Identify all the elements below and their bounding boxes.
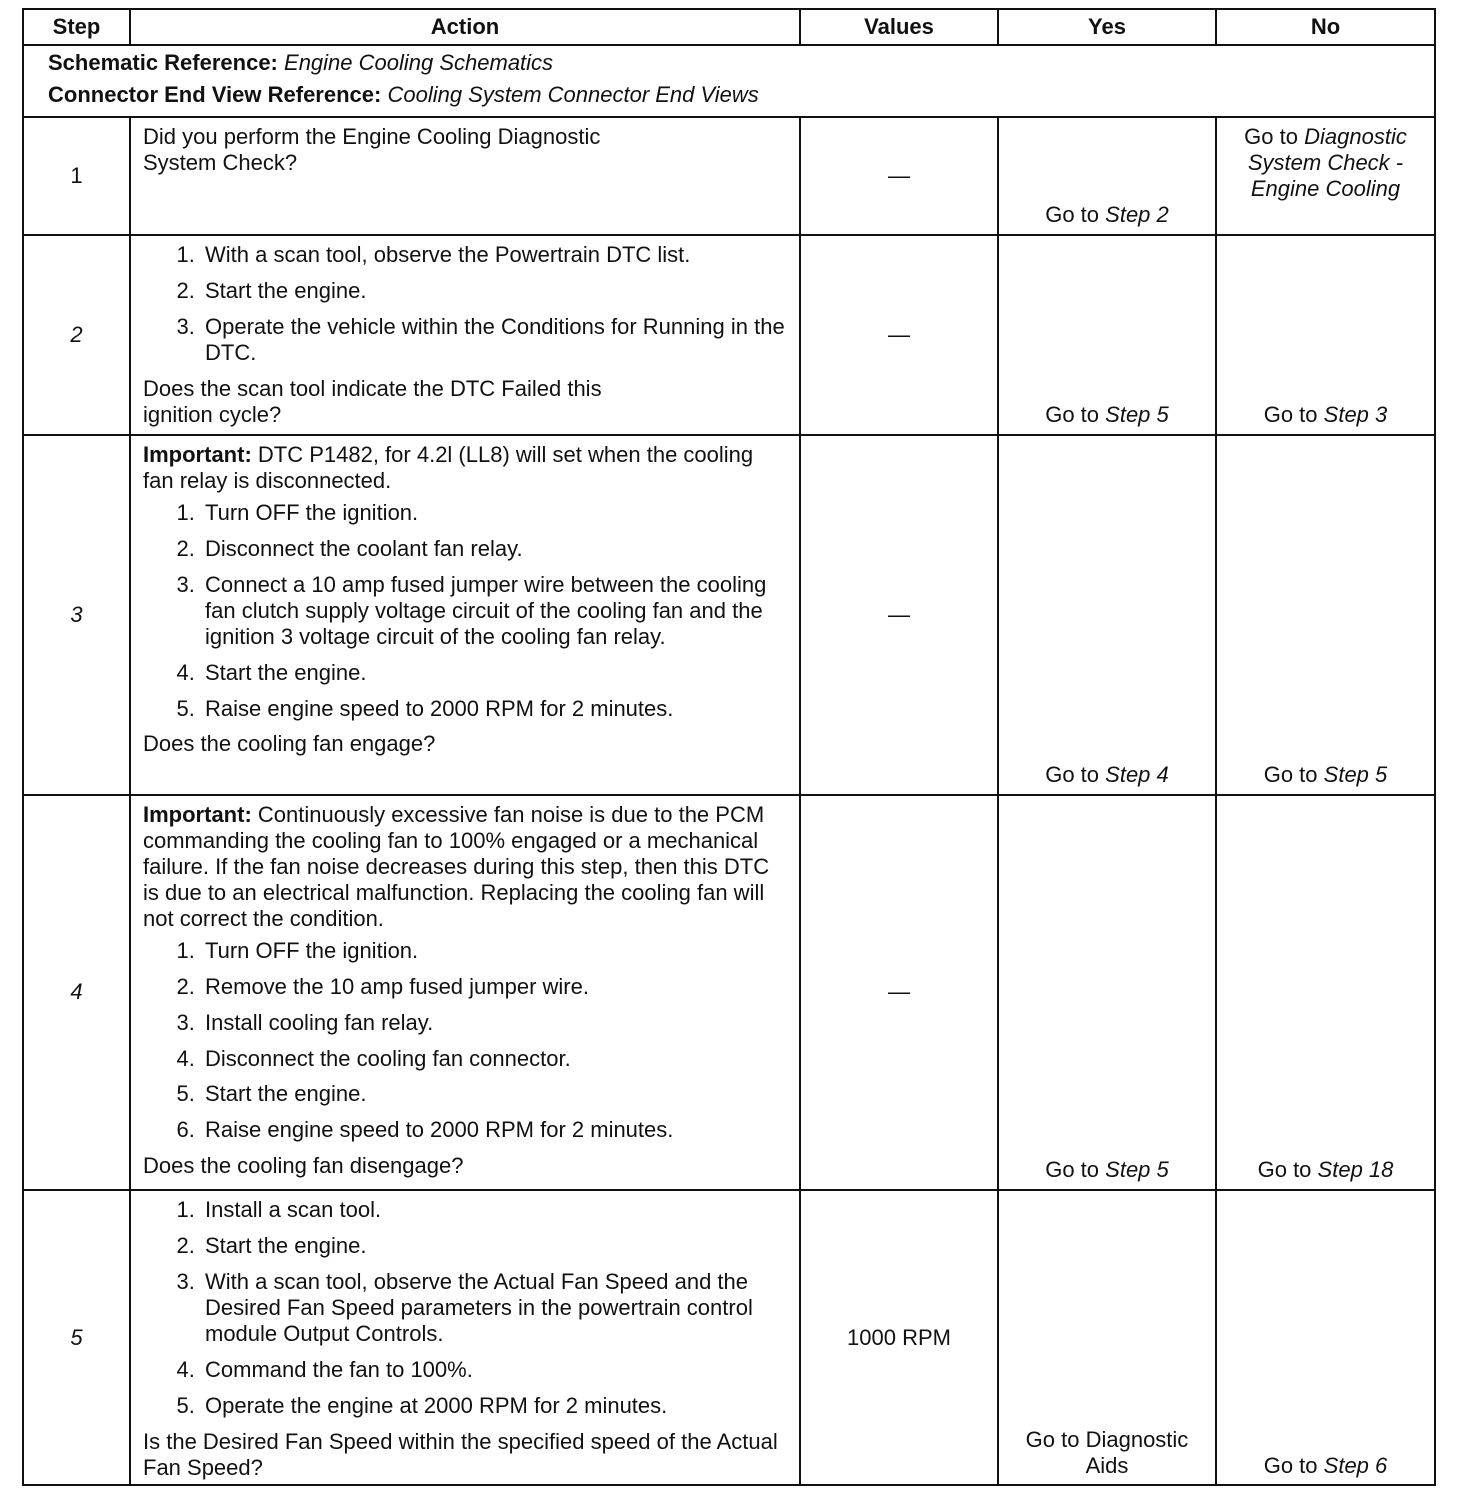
important-text: DTC P1482, for 4.2l (LL8) will set when the cooling fan relay is disconnected. [143,441,754,493]
go-to-text: Go to [1263,401,1318,427]
header-action: Action [130,9,800,45]
go-to-text: Go to [1263,1452,1318,1478]
list-item: 2. Disconnect the coolant fan relay. [201,536,789,562]
schematic-reference-link[interactable]: Engine Cooling Schematics [284,50,554,75]
step-value: — [800,795,998,1190]
header-no: No [1216,9,1435,45]
step-number: 2 [70,321,83,347]
no-action[interactable] [1216,117,1435,235]
list-item: 5. Operate the engine at 2000 RPM for 2 minutes. [201,1393,789,1419]
no-target[interactable]: Step 3 [1323,401,1388,427]
list-item: 5. Raise engine speed to 2000 RPM for 2 minutes. [201,696,789,722]
table-row [23,1190,1435,1486]
important-label: Important: [143,441,252,467]
header-step: Step [23,9,130,45]
yes-action[interactable] [998,1190,1216,1486]
no-target[interactable]: Diagnostic System Check - Engine Cooling [1247,123,1407,201]
list-item: 2. Remove the 10 amp fused jumper wire. [201,974,789,1000]
diagnostic-table [22,8,1436,1486]
step-number: 4 [70,979,83,1005]
important-text: Continuously excessive fan noise is due to the PCM commanding the cooling fan to 100% engaged or a mechanical failure. If the fan noise decreases during this step, then this DTC is due to an electrical malfunction. Replacing the cooling fan will not correct the condition. [143,801,770,931]
connector-reference-label: Connector End View Reference: [48,81,382,107]
no-action[interactable] [1216,235,1435,435]
go-to-text: Go to [1244,123,1298,149]
no-action[interactable] [1216,1190,1435,1486]
yes-action[interactable] [998,235,1216,435]
schematic-reference-label: Schematic Reference: [48,50,278,75]
list-item: 1. With a scan tool, observe the Powertrain DTC list. [201,242,789,268]
table-row [23,235,1435,435]
yes-target[interactable]: Step 5 [1105,401,1169,427]
important-note [143,442,789,494]
yes-text[interactable]: Go to Diagnostic Aids [1025,1426,1189,1478]
yes-target[interactable]: Step 5 [1105,1156,1169,1182]
step-number: 1 [23,117,130,235]
step-question: Does the scan tool indicate the DTC Failed this ignition cycle? [143,375,602,427]
go-to-text: Go to [1257,1156,1312,1182]
step-question: Does the cooling fan disengage? [143,1153,464,1179]
list-item: 4. Start the engine. [201,660,789,686]
table-row [23,435,1435,795]
step-instructions [143,1197,789,1419]
go-to-text: Go to [1263,761,1318,787]
yes-action[interactable] [998,795,1216,1190]
connector-reference [48,82,1412,108]
go-to-text: Go to [1045,401,1100,427]
list-item: 3. Operate the vehicle within the Conditions for Running in the DTC. [201,314,789,366]
list-item: 6. Raise engine speed to 2000 RPM for 2 minutes. [201,1117,789,1143]
yes-action[interactable] [998,435,1216,795]
table-row [23,117,1435,235]
step-number: 5 [70,1324,83,1350]
no-action[interactable] [1216,435,1435,795]
step-number: 3 [70,601,83,627]
step-value: — [800,117,998,235]
list-item: 1. Turn OFF the ignition. [201,500,789,526]
reference-row [23,45,1435,117]
go-to-text: Go to [1045,761,1100,787]
no-action[interactable] [1216,795,1435,1190]
list-item: 2. Start the engine. [201,1233,789,1259]
table-row [23,795,1435,1190]
list-item: 4. Disconnect the cooling fan connector. [201,1046,789,1072]
list-item: 1. Install a scan tool. [201,1197,789,1223]
go-to-text: Go to [1045,201,1100,227]
step-value: — [800,435,998,795]
step-value: 1000 RPM [800,1190,998,1486]
schematic-reference [48,50,1412,76]
list-item: 5. Start the engine. [201,1081,789,1107]
list-item: 1. Turn OFF the ignition. [201,938,789,964]
step-question: Did you perform the Engine Cooling Diagnostic System Check? [143,123,601,175]
step-question: Does the cooling fan engage? [143,731,436,757]
yes-target[interactable]: Step 4 [1105,761,1169,787]
yes-action[interactable] [998,117,1216,235]
list-item: 3. With a scan tool, observe the Actual Fan Speed and the Desired Fan Speed parameters in the powertrain control module Output Controls. [201,1269,789,1347]
no-target[interactable]: Step 18 [1317,1156,1394,1182]
no-target[interactable]: Step 5 [1323,761,1388,787]
important-note [143,802,789,932]
header-yes: Yes [998,9,1216,45]
list-item: 3. Install cooling fan relay. [201,1010,789,1036]
list-item: 2. Start the engine. [201,278,789,304]
yes-target[interactable]: Step 2 [1105,201,1169,227]
header-row [23,9,1435,45]
step-instructions [143,938,789,1144]
step-question: Is the Desired Fan Speed within the specified speed of the Actual Fan Speed? [143,1428,778,1480]
list-item: 4. Command the fan to 100%. [201,1357,789,1383]
step-instructions [143,242,789,366]
connector-reference-link[interactable]: Cooling System Connector End Views [387,81,759,107]
important-label: Important: [143,801,252,827]
step-value: — [800,235,998,435]
go-to-text: Go to [1045,1156,1100,1182]
list-item: 3. Connect a 10 amp fused jumper wire between the cooling fan clutch supply voltage circuit of the cooling fan and the ignition 3 voltage circuit of the cooling fan relay. [201,572,789,650]
no-target[interactable]: Step 6 [1323,1452,1388,1478]
step-instructions [143,500,789,722]
header-values: Values [800,9,998,45]
